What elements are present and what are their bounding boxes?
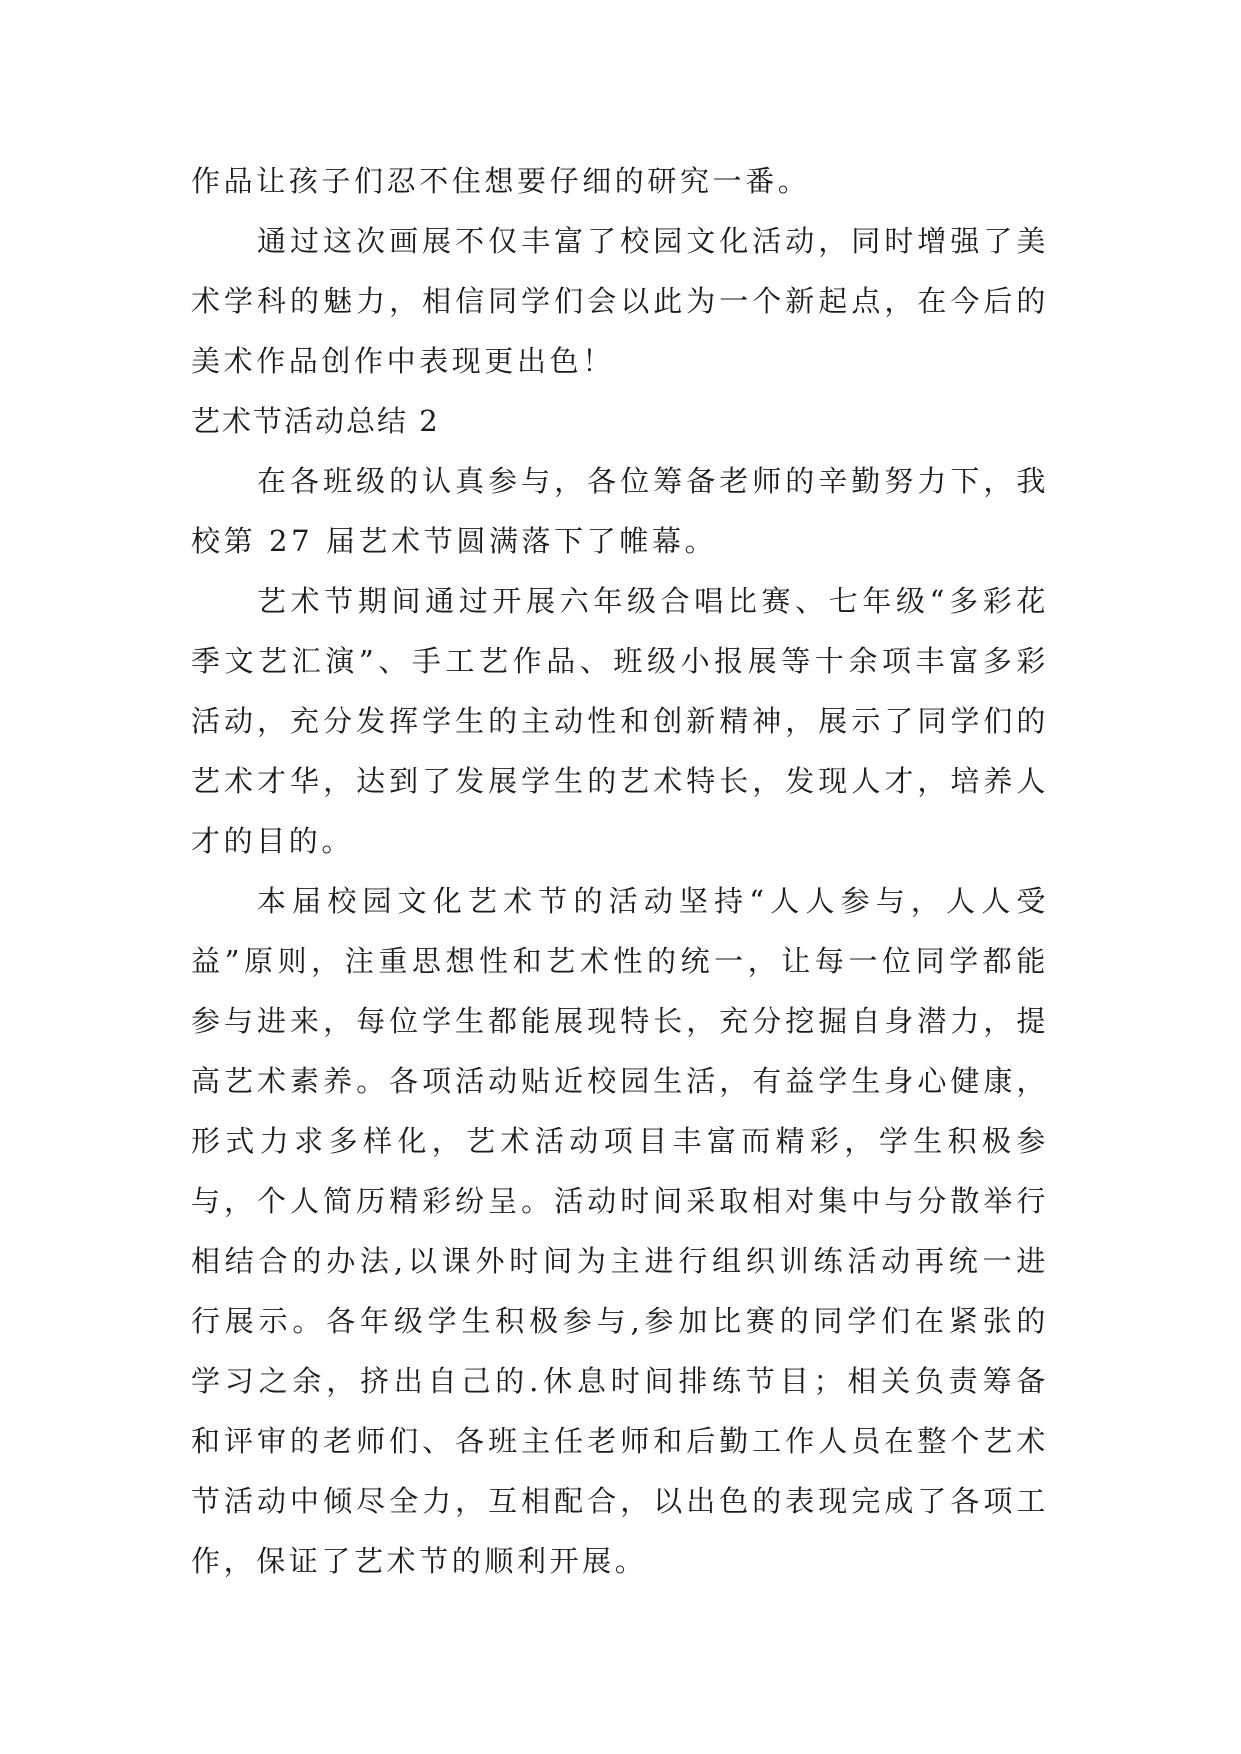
paragraph-festival-closing: 在各班级的认真参与，各位筹备老师的辛勤努力下，我校第 27 届艺术节圆满落下了帷幕。 <box>191 464 1049 558</box>
document-body <box>191 151 1049 1591</box>
paragraph-festival-activities: 艺术节期间通过开展六年级合唱比赛、七年级“多彩花季文艺汇演”、手工艺作品、班级小报展等十余项丰富多彩活动，充分发挥学生的主动性和创新精神，展示了同学们的艺术才华，达到了发展学生的艺术特长，发现人才，培养人才的目的。 <box>191 584 1049 858</box>
paragraph-continuation: 作品让孩子们忍不住想要仔细的研究一番。 <box>191 164 811 198</box>
section-heading: 艺术节活动总结 2 <box>191 404 440 438</box>
paragraph-exhibition-summary: 通过这次画展不仅丰富了校园文化活动，同时增强了美术学科的魅力，相信同学们会以此为一个新起点，在今后的美术作品创作中表现更出色！ <box>191 224 1049 378</box>
paragraph-festival-principles: 本届校园文化艺术节的活动坚持“人人参与，人人受益”原则，注重思想性和艺术性的统一，让每一位同学都能参与进来，每位学生都能展现特长，充分挖掘自身潜力，提高艺术素养。各项活动贴近校园生活，有益学生身心健康，形式力求多样化，艺术活动项目丰富而精彩，学生积极参与，个人简历精彩纷呈。活动时间采取相对集中与分散举行相结合的办法,以课外时间为主进行组织训练活动再统一进行展示。各年级学生积极参与,参加比赛的同学们在紧张的学习之余，挤出自己的.休息时间排练节目；相关负责筹备和评审的老师们、各班主任老师和后勤工作人员在整个艺术节活动中倾尽全力，互相配合，以出色的表现完成了各项工作，保证了艺术节的顺利开展。 <box>191 884 1049 1578</box>
